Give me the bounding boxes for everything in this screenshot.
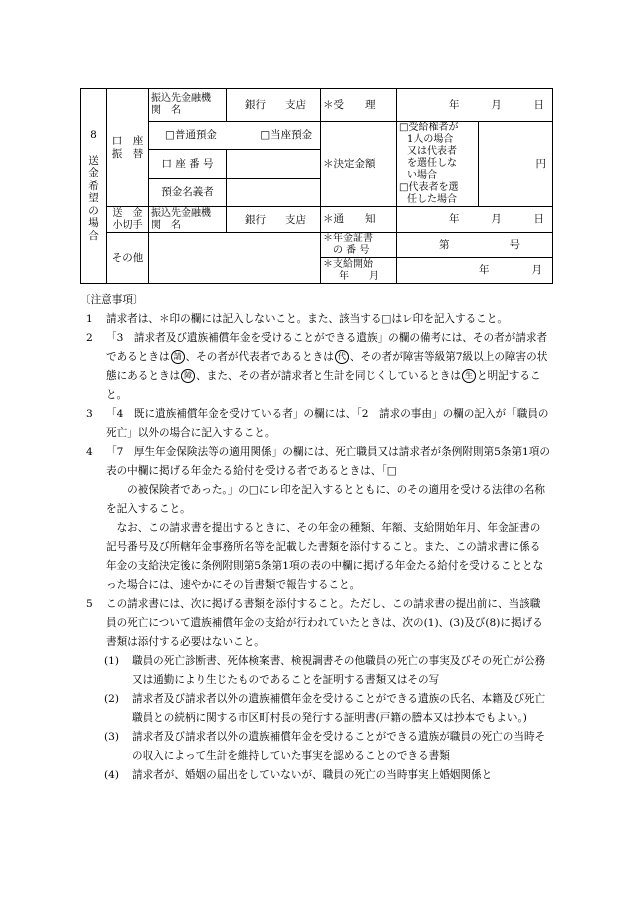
account-number-label: 口 座 番 号 (149, 150, 227, 178)
note-1: 1 請求者は、＊印の欄には記入しないこと。また、該当する□はレ印を記入すること。 (86, 313, 508, 325)
notice-label: ＊通 知 (321, 207, 397, 233)
deposit-type-field[interactable] (149, 122, 321, 150)
receipt-date-field[interactable]: 年 月 日 (397, 89, 553, 122)
notes-section (80, 291, 550, 785)
payment-start-field[interactable]: 年 月 (397, 258, 553, 284)
circled-mark-livelihood: 生 (462, 369, 476, 383)
receipt-label: ＊受 理 (321, 89, 397, 122)
circled-mark-claimant: 請 (171, 350, 185, 364)
note-5-item-1: (1) 職員の死亡診断書、死体検案書、検視調書その他職員の死亡の事実及びその死亡が公務又は通勤により生じたものであることを証明する書類又はその写 (104, 655, 546, 686)
pension-cert-label: ＊年金証書 の 番 号 (321, 233, 397, 258)
checkbox-ordinary-deposit[interactable]: □普通預金 (165, 129, 217, 142)
note-5-item-4: (4) 請求者が、婚姻の届出をしていないが、職員の死亡の当時事実上婚姻関係と (104, 769, 493, 781)
note-5: 5 この請求書には、次に掲げる書類を添付すること。ただし、この請求書の提出前に、当該職員の死亡について遺族補償年金の支給が行われていたときは、次の(1)、(3)及び(8)に掲げる書類は添付する必要はないこと。 (86, 598, 543, 648)
pension-cert-field[interactable]: 第 号 (397, 233, 553, 258)
notice-date-field[interactable]: 年 月 日 (397, 207, 553, 233)
note-5-item-2: (2) 請求者及び請求者以外の遺族補償年金を受けることができる遺族の氏名、本籍及び死亡職員との続柄に関する市区町村長の発行する証明書(戸籍の謄本又は抄本でもよい。) (104, 693, 546, 724)
transfer-bank-name-field[interactable]: 銀行 支店 (227, 89, 321, 122)
circled-mark-disability: 障 (181, 369, 195, 383)
decision-amount-label: ＊決定金額 (321, 122, 397, 207)
account-holder-label: 預金名義者 (149, 178, 227, 206)
note-5-item-3: (3) 請求者及び請求者以外の遺族補償年金を受けることができる遺族が職員の死亡の当時その収入によって生計を維持していた事実を認めることのできる書類 (104, 731, 546, 762)
account-number-field[interactable] (227, 150, 321, 178)
decision-amount-field[interactable]: 円 (479, 122, 553, 207)
account-holder-field[interactable] (227, 178, 321, 206)
note-2: 2 「3 請求者及び遺族補償年金を受けることができる遺族」の欄の備考には、その者が請求者であるときは 請 、その者が代表者であるときは 代 、その者が障害等級第7級以上の障害の状態にあるときは 障 、また、その者が請求者と生計を同じくしているときは 生 と明記すること。 (86, 332, 548, 401)
note-4: 4 「7 厚生年金保険法等の適用関係」の欄には、死亡職員又は請求者が条例附則第5条第1項の表の中欄に掲げる年金たる給付を受ける者であるときは、「□ の被保険者であった。」の□にレ印を記入するとともに、のその適用を受ける法律の名称を記入すること。 (86, 446, 550, 515)
money-order-label: 送 金 小切手 (107, 207, 149, 233)
checkbox-current-deposit[interactable]: □当座預金 (260, 129, 313, 142)
other-field[interactable] (149, 233, 321, 284)
money-order-bank-name-field[interactable]: 銀行 支店 (227, 207, 321, 233)
circled-mark-representative: 代 (335, 350, 349, 364)
note-4-paragraph: なお、この請求書を提出するときに、その年金の種類、年額、支給開始年月、年金証書の記号番号及び所轄年金事務所名等を記載した書類を添付すること。また、この請求書に係る年金の支給決定後に条例附則第5条第1項の表の中欄に掲げる年金たる給付を受けることとなった場合には、速やかにその旨書類で報告すること。 (106, 522, 544, 591)
money-order-bank-name-label: 振込先金融機 関 名 (149, 207, 227, 233)
notes-heading: 〔注意事項〕 (80, 294, 144, 306)
other-label: その他 (107, 233, 149, 284)
note-3: 3 「4 既に遺族補償年金を受けている者」の欄には、「2 請求の事由」の欄の記入が「職員の死亡」以外の場合に記入すること。 (86, 408, 549, 439)
account-transfer-label: 口 座 振 替 (107, 89, 149, 207)
transfer-bank-name-label: 振込先金融機 関 名 (149, 89, 227, 122)
remittance-form-table (80, 88, 553, 284)
decision-options[interactable]: □受給権者が 1人の場合 又は代表者 を選任しな い場合 □代表者を選 任した場合 (397, 122, 479, 207)
payment-start-label: ＊支給開始 年 月 (321, 258, 397, 284)
section-8-label: 8 送 金 希 望 の 場 合 (81, 89, 107, 284)
